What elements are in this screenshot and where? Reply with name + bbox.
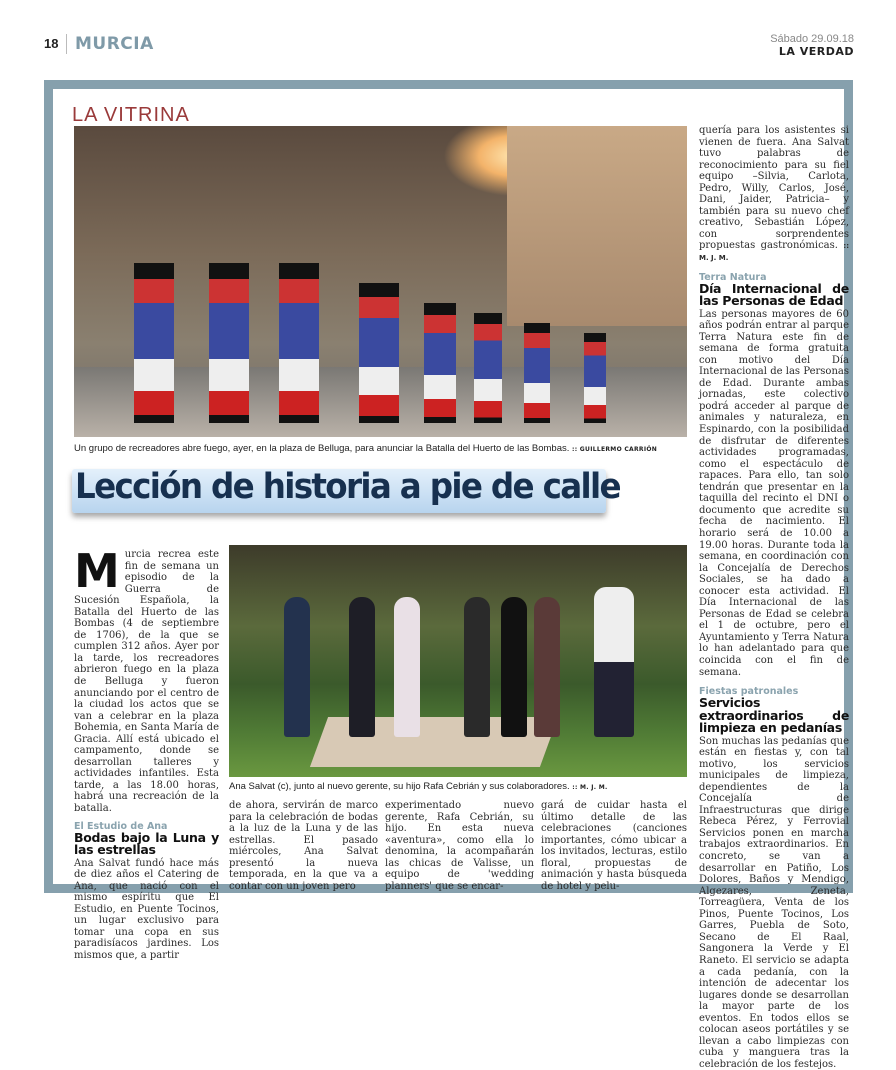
person-figure — [594, 587, 634, 737]
person-figure — [349, 597, 375, 737]
soldier-figure — [474, 313, 502, 423]
kicker: El Estudio de Ana — [74, 820, 168, 832]
person-figure — [501, 597, 527, 737]
section-title: MURCIA — [75, 34, 154, 54]
soldier-figure — [584, 333, 606, 423]
kicker: Fiestas patronales — [699, 686, 799, 698]
soldier-figure — [524, 323, 550, 423]
photo-credit: :: M. J. M. — [572, 784, 608, 791]
caption-text: Un grupo de recreadores abre fuego, ayer, en la plaza de Belluga, para anunciar la Batalla del Huerto de las Bombas. — [74, 443, 570, 454]
person-figure — [464, 597, 490, 737]
kicker: Terra Natura — [699, 271, 767, 283]
issue-date: Sábado 29.09.18 — [770, 33, 854, 45]
article-text: quería para los asistentes si vienen de fuera. Ana Salvat tuvo palabras de reconocimiento para su fiel equipo –Silvia, Carlota, Pedro, Willy, Carlos, José, Dani, Jaider, Patricia– y también para su nuevo chef creativo, Sebastián López, con sorprendentes propuestas gastronómicas. — [699, 125, 849, 252]
person-figure — [394, 597, 420, 737]
building-facade — [507, 126, 687, 326]
reenactors-photo — [74, 126, 687, 437]
caption-text: Ana Salvat (c), junto al nuevo gerente, su hijo Rafa Cebrián y sus colaboradores. — [229, 781, 570, 792]
vitrina-frame — [44, 80, 853, 1070]
drop-cap: M — [74, 544, 120, 598]
soldier-figure — [359, 283, 399, 423]
bodas-col-4: gará de cuidar hasta el último detalle de las celebraciones (canciones importantes, cómo ubicar a los invitados, lecturas, estilo floral, propuestas de animación y hasta búsqueda de hotel y pelu- — [541, 800, 687, 892]
photo-credit: :: GUILLERMO CARRIÓN — [572, 446, 658, 453]
signature: :: M. J. M. — [699, 242, 849, 263]
vitrina-label: LA VITRINA — [72, 104, 190, 126]
article-text: Las personas mayores de 60 años podrán entrar al parque Terra Natura este fin de semana de forma gratuita con motivo del Día Internacional de las Personas de Edad. Durante ambas jornadas, este colectivo podrá acceder al parque de animales y naturaleza, en Espinardo, con la posibilidad de disfrutar de diferentes actividades programadas, como el espectáculo de rapaces. Para ello, tan solo tendrán que presentar en la taquilla del recinto el DNI o documento que acredite su fecha de nacimiento. El horario será de 10.00 a 19.00 horas. Durante toda la semana, en coordinación con la Concejalía de Derechos Sociales, se ha dado a conocer esta actividad. El Día Internacional de las Personas de Edad se celebra el 1 de octubre, pero el Ayuntamiento y Terra Natura lo han adelantado para que coincida con el fin de semana. — [699, 308, 849, 678]
photo1-caption — [74, 443, 657, 454]
person-figure — [284, 597, 310, 737]
article-text: Son muchas las pedanías que están en fiestas y, con tal motivo, los servicios municipales de limpieza, dependientes de la Concejalía de Infraestructuras que dirige Rebeca Pérez, y Ferrovial Servicios ponen en marcha trabajos extraordinarios. En concreto, se van a desarrollar en Patiño, Los Dolores, Baños y Mendigo, Algezares, Zeneta, Torreagüera, Venta de los Pinos, Puente Tocinos, Los Garres, Puebla de Soto, Secano de El Raal, Sangonera la Verde y El Raneto. El servicio se adapta a cada pedanía, con la intención de adecentar los lugares donde se desarrollan la mayor parte de los eventos. En todos ellos se colocan aseos portátiles y se llevan a cabo limpiezas con cuba y manguera tras la celebración de los festejos. — [699, 735, 849, 1070]
article-text: Ana Salvat fundó hace más de diez años el Catering de Ana, que nació con el mismo espíritu que El Estudio, en Puente Tocinos, un lugar exclusivo para tomar una copa en sus paradisíacos jardines. Los mismos que, a partir — [74, 857, 219, 961]
header-divider — [66, 34, 67, 54]
soldier-figure — [424, 303, 456, 423]
event-photo — [229, 545, 687, 777]
soldier-figure — [209, 263, 249, 423]
soldier-figure — [134, 263, 174, 423]
article-title: Servicios extraordinarios de limpieza en pedanías — [699, 695, 849, 736]
soldier-figure — [279, 263, 319, 423]
photo2-caption — [229, 781, 608, 792]
main-article-body — [74, 544, 219, 962]
article-title: Día Internacional de las Personas de Edad — [699, 280, 849, 309]
person-figure — [534, 597, 560, 737]
article-title: Bodas bajo la Luna y las estrellas — [74, 829, 219, 858]
bodas-col-2: de ahora, servirán de marco para la celebración de bodas a la luz de la Luna y de las estrellas. El pasado miércoles, Ana Salvat presentó la nueva temporada, en la que va a contar con un joven pero — [229, 800, 378, 892]
page-number: 18 — [44, 36, 59, 51]
bodas-col-3: experimentado nuevo gerente, Rafa Cebrián, su hijo. En esta nueva «aventura», como ella lo denomina, la acompañarán las chicas de Valisse, un equipo de 'wedding planners' que se encar- — [385, 800, 534, 892]
headline: Lección de historia a pie de calle — [75, 467, 620, 507]
newspaper-name: LA VERDAD — [778, 45, 854, 58]
article-text: urcia recrea este fin de semana un episodio de la Guerra de Sucesión Española, la Batalla del Huerto de las Bombas (4 de septiembre de 1706), de la que se cumplen 312 años. Ayer por la tarde, los recreadores abrieron fuego en la plaza de Belluga y fueron anunciando por el centro de la ciudad los actos que se van a celebrar en la plaza Bohemia, en Santa María de Gracia. Allí está ubicado el campamento, donde se desarrollan talleres y actividades infantiles. Esta tarde, a las 18.00 horas, habrá una recreación de la batalla. — [74, 549, 219, 815]
right-column — [699, 125, 849, 1070]
